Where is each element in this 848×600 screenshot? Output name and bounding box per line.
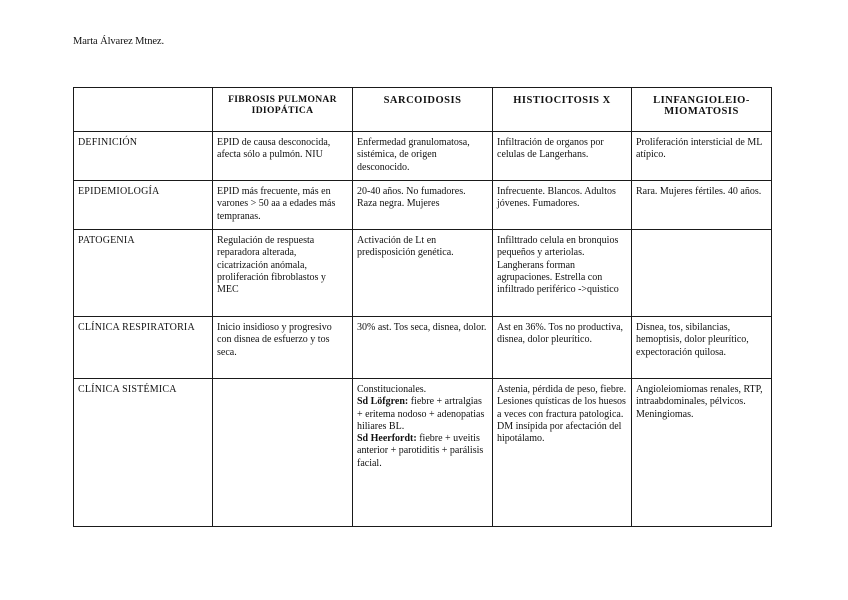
table-cell: Infiltración de organos por celulas de Langerhans. (493, 132, 632, 181)
table-row-definicion (74, 132, 772, 181)
table-cell: 30% ast. Tos seca, disnea, dolor. (353, 317, 493, 379)
heerfordt-label: Sd Heerfordt: (357, 433, 417, 445)
table-header-row (74, 88, 772, 132)
header-sarcoidosis: SARCOIDOSIS (353, 88, 493, 132)
lofgren-label: Sd Löfgren: (357, 396, 409, 408)
row-label: CLÍNICA RESPIRATORIA (74, 317, 213, 379)
row-label: EPIDEMIOLOGÍA (74, 181, 213, 230)
heerfordt-text: fiebre + uveitis anterior + parotiditis + parálisis facial. (357, 433, 484, 469)
table-cell: Angioleiomiomas renales, RTP, intraabdominales, pélvicos. Meningiomas. (632, 379, 772, 527)
heerfordt-paragraph (357, 433, 483, 469)
table-row-epidemiologia (74, 181, 772, 230)
author-name: Marta Álvarez Mtnez. (73, 36, 164, 47)
table-cell: Infilttrado celula en bronquios pequeños y arteriolas. Langherans forman agrupaciones. Estrella con infiltrado periférico ->quistico (493, 230, 632, 317)
header-empty (74, 88, 213, 132)
row-label: DEFINICIÓN (74, 132, 213, 181)
table-cell-sarcoidosis-sistemica (353, 379, 493, 527)
table-cell: Infrecuente. Blancos. Adultos jóvenes. Fumadores. (493, 181, 632, 230)
table-cell: Activación de Lt en predisposición genética. (353, 230, 493, 317)
header-histiocitosis: HISTIOCITOSIS X (493, 88, 632, 132)
table-cell: Astenia, pérdida de peso, fiebre. Lesiones quísticas de los huesos a veces con fractura patologica. DM insípida por afectación del hipotálamo. (493, 379, 632, 527)
row-label: CLÍNICA SISTÉMICA (74, 379, 213, 527)
table-cell: EPID más frecuente, más en varones > 50 aa a edades más tempranas. (213, 181, 353, 230)
header-fibrosis: FIBROSIS PULMONAR IDIOPÁTICA (213, 88, 353, 132)
table-cell: Enfermedad granulomatosa, sistémica, de origen desconocido. (353, 132, 493, 181)
table-cell: Proliferación intersticial de ML atípico. (632, 132, 772, 181)
table-cell: Regulación de respuesta reparadora alterada, cicatrización anómala, proliferación fibroblastos y MEC (213, 230, 353, 317)
lofgren-text: fiebre + artralgias + eritema nodoso + adenopatias hiliares BL. (357, 396, 485, 432)
table-row-clinica-sistemica (74, 379, 772, 527)
row-label: PATOGENIA (74, 230, 213, 317)
table-row-patogenia (74, 230, 772, 317)
table-row-clinica-respiratoria (74, 317, 772, 379)
table-cell: Disnea, tos, sibilancias, hemoptisis, dolor pleurítico, expectoración quilosa. (632, 317, 772, 379)
header-linfangioleiomiomatosis: LINFANGIOLEIO-MIOMATOSIS (632, 88, 772, 132)
table-cell: Rara. Mujeres fértiles. 40 años. (632, 181, 772, 230)
sarcoidosis-constitucionales: Constitucionales. (357, 384, 427, 395)
table-cell: 20-40 años. No fumadores. Raza negra. Mujeres (353, 181, 493, 230)
table-cell (632, 230, 772, 317)
table-cell: Ast en 36%. Tos no productiva, disnea, dolor pleurítico. (493, 317, 632, 379)
table-cell: Inicio insidioso y progresivo con disnea de esfuerzo y tos seca. (213, 317, 353, 379)
table-cell: EPID de causa desconocida, afecta sólo a pulmón. NIU (213, 132, 353, 181)
lofgren-paragraph (357, 396, 484, 432)
table-cell (213, 379, 353, 527)
comparison-table (73, 87, 772, 527)
